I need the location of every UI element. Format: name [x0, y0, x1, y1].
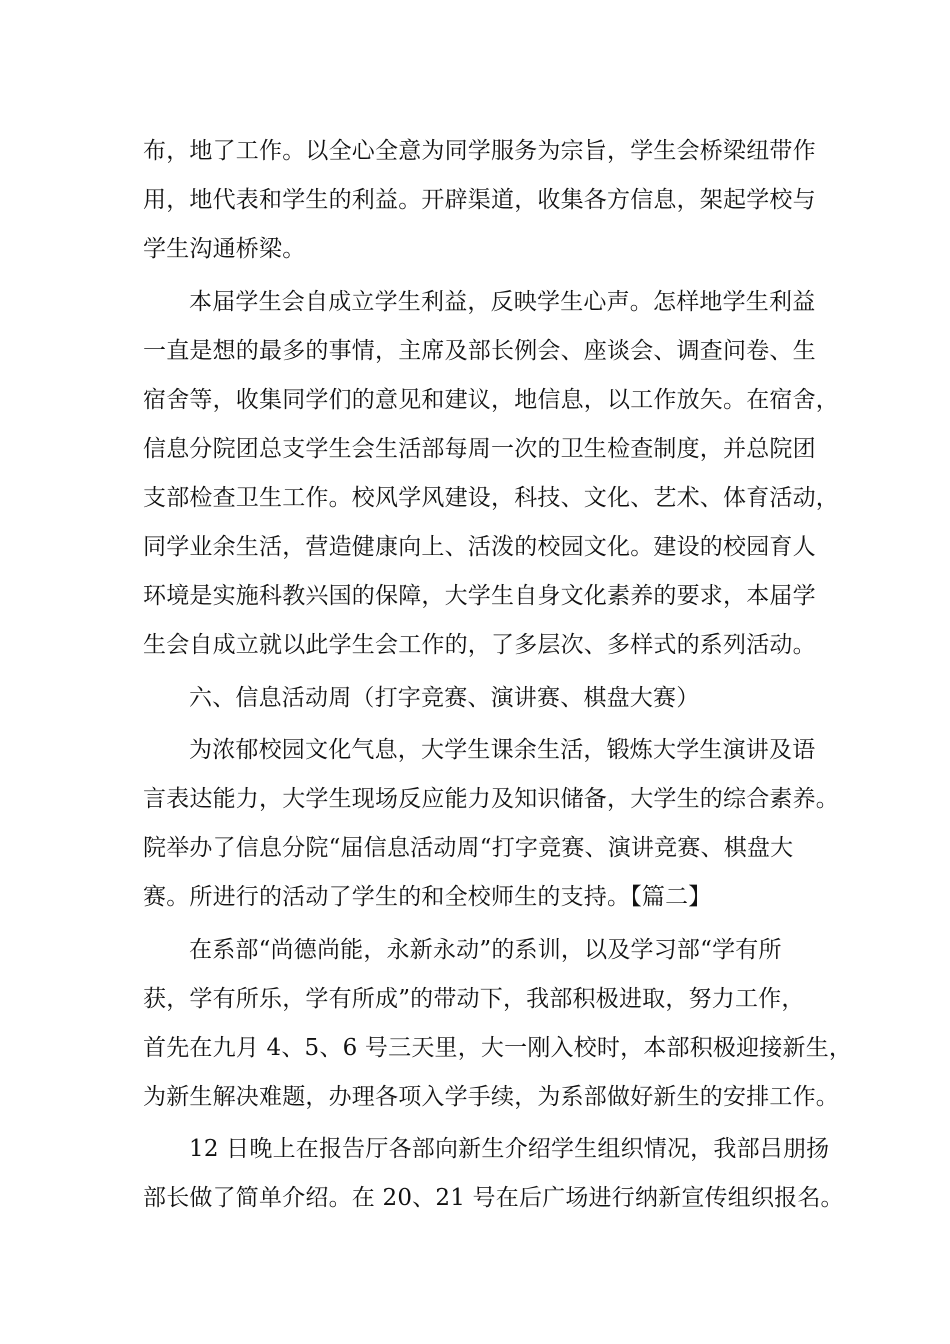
paragraph-first-line: 为浓郁校园文化气息，大学生课余生活，锻炼大学生演讲及语 [189, 737, 816, 763]
text-line: 信息分院团总支学生会生活部每周一次的卫生检查制度，并总院团 [143, 436, 816, 462]
text-line: 生会自成立就以此学生会工作的，了多层次、多样式的系列活动。 [143, 632, 816, 658]
section-heading: 六、信息活动周（打字竞赛、演讲赛、棋盘大赛） [189, 685, 700, 711]
text-line: 同学业余生活，营造健康向上、活泼的校园文化。建设的校园育人 [143, 534, 816, 560]
text-line: 用，地代表和学生的利益。开辟渠道，收集各方信息，架起学校与 [143, 187, 816, 213]
text-line: 环境是实施科教兴国的保障，大学生自身文化素养的要求，本届学 [143, 583, 816, 609]
text-line: 一直是想的最多的事情，主席及部长例会、座谈会、调查问卷、生 [143, 338, 816, 364]
paragraph-first-line: 12 日晚上在报告厅各部向新生介绍学生组织情况，我部吕朋扬 [189, 1136, 830, 1162]
text-line: 首先在九月 4、5、6 号三天里，大一刚入校时，本部积极迎接新生， [143, 1035, 853, 1061]
paragraph-first-line: 在系部“尚德尚能，永新永动”的系训，以及学习部“学有所 [189, 937, 782, 963]
text-line: 宿舍等，收集同学们的意见和建议，地信息，以工作放矢。在宿舍， [143, 387, 839, 413]
text-line: 获，学有所乐，学有所成”的带动下，我部积极进取，努力工作， [143, 986, 805, 1012]
text-line: 为新生解决难题，办理各项入学手续，为系部做好新生的安排工作。 [143, 1084, 839, 1110]
text-line: 院举办了信息分院“届信息活动周“打字竞赛、演讲竞赛、棋盘大 [143, 835, 794, 861]
text-line: 言表达能力，大学生现场反应能力及知识储备，大学生的综合素养。 [143, 786, 839, 812]
text-line: 支部检查卫生工作。校风学风建设，科技、文化、艺术、体育活动， [143, 485, 839, 511]
text-line: 学生沟通桥梁。 [143, 236, 306, 262]
text-line: 部长做了简单介绍。在 20、21 号在后广场进行纳新宣传组织报名。 [143, 1185, 844, 1211]
paragraph-first-line: 本届学生会自成立学生利益，反映学生心声。怎样地学生利益 [189, 289, 816, 315]
text-line: 布，地了工作。以全心全意为同学服务为宗旨，学生会桥梁纽带作 [143, 138, 816, 164]
text-line: 赛。所进行的活动了学生的和全校师生的支持。【篇二】 [143, 884, 712, 910]
